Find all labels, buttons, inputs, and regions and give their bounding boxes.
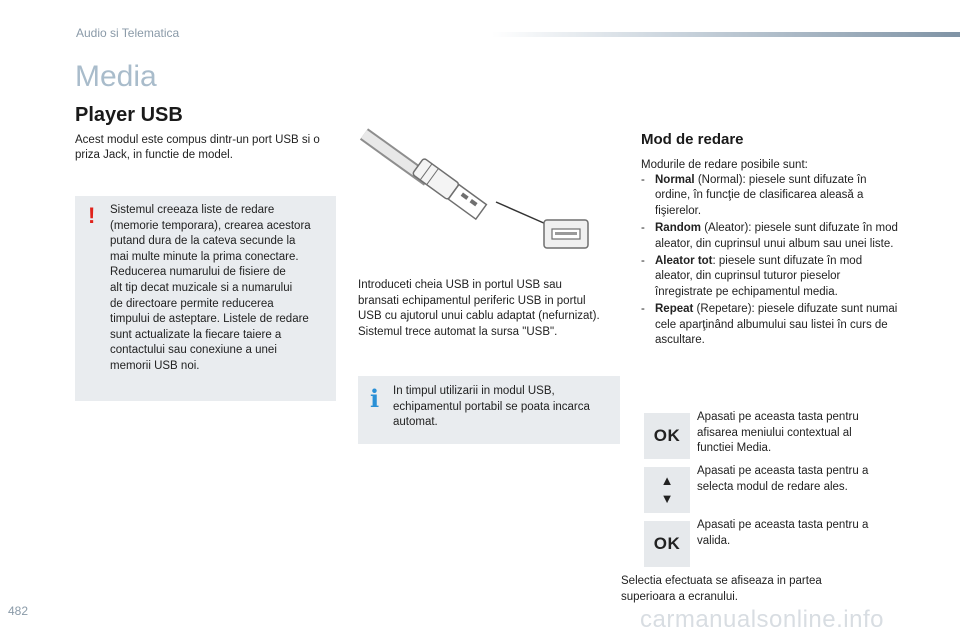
warning-line: de directoare permite reducerea — [110, 297, 274, 310]
footer-line: superioara a ecranului. — [621, 590, 738, 603]
mode-name: Repeat — [655, 303, 694, 316]
warning-line: putand dura de la cateva secunde la — [110, 235, 296, 248]
warning-icon: ! — [88, 203, 96, 228]
warning-line: mai multe minute la prima conectare. — [110, 250, 299, 263]
usb-line: bransati echipamentul periferic USB in portul — [358, 294, 586, 307]
warning-line: contactului sau conexiune a unei — [110, 344, 277, 357]
info-text — [393, 384, 615, 431]
list-item — [641, 221, 901, 252]
info-icon: i — [370, 384, 380, 413]
mode-name: Aleator tot — [655, 255, 713, 268]
mode-title: Mod de redare — [641, 131, 744, 148]
usb-line: Introduceti cheia USB in portul USB sau — [358, 279, 562, 291]
list-dash: - — [641, 222, 645, 235]
description-line: selecta modul de redare ales. — [697, 480, 848, 493]
mode-desc: : piesele sunt difuzate în mod aleator, din cuprinsul tuturor pieselor înregistrate pe echipamentul media. — [655, 255, 863, 298]
arrow-keys-description — [697, 464, 897, 495]
section-title: Player USB — [75, 104, 183, 126]
header-rule — [492, 32, 960, 37]
mode-intro: Modurile de redare posibile sunt: — [641, 159, 808, 171]
warning-line: (memorie temporara), crearea acestora — [110, 219, 311, 232]
arrow-down-icon: ▼ — [660, 491, 674, 506]
info-line: automat. — [393, 416, 438, 429]
description-line: Apasati pe aceasta tasta pentru a — [697, 465, 869, 477]
warning-line: timpului de asteptare. Listele de redare — [110, 313, 309, 326]
footer-note — [621, 574, 881, 605]
footer-line: Selectia efectuata se afiseaza in partea — [621, 575, 822, 587]
ok-menu-description — [697, 410, 897, 457]
ok-button-menu — [644, 413, 690, 459]
header-section-title: Audio si Telematica — [76, 26, 180, 40]
ok-button-label: OK — [653, 534, 681, 553]
warning-line: sunt actualizate la fiecare taiere a — [110, 328, 282, 341]
arrow-stack — [661, 472, 674, 508]
warning-line: Sistemul creeaza liste de redare — [110, 204, 275, 216]
usb-connect-text — [358, 278, 623, 340]
warning-text — [110, 203, 330, 375]
mode-desc: (Aleator): piesele sunt difuzate în mod aleator, din cuprinsul unui album sau unei liste. — [655, 222, 898, 250]
usb-line: USB cu ajutorul unui cablu adaptat (nefurnizat). — [358, 310, 600, 322]
description-line: Apasati pe aceasta tasta pentru — [697, 411, 859, 423]
intro-text: Acest modul este compus dintr-un port USB si o priza Jack, in functie de model. — [75, 134, 320, 161]
description-line: functiei Media. — [697, 442, 772, 454]
arrow-keys-button — [644, 467, 690, 513]
mode-name: Normal — [655, 174, 695, 186]
info-line: echipamentul portabil se poata incarca — [393, 400, 590, 413]
list-dash: - — [641, 255, 645, 268]
mode-desc: (Repetare): piesele difuzate sunt numai cele aparţinând albumului sau listei în curs de ascultare. — [655, 303, 898, 347]
info-line: In timpul utilizarii in modul USB, — [393, 385, 555, 397]
warning-line: memorii USB noi. — [110, 359, 200, 372]
warning-line: Reducerea numarului de fisiere de — [110, 266, 286, 279]
watermark: carmanualsonline.info — [640, 606, 884, 633]
description-line: afisarea meniului contextual al — [697, 426, 852, 439]
mode-list — [641, 173, 901, 350]
page-title: Media — [75, 60, 157, 93]
ok-button-label: OK — [653, 426, 681, 445]
list-item — [641, 173, 901, 219]
list-dash: - — [641, 303, 645, 316]
list-item — [641, 254, 901, 300]
mode-name: Random — [655, 222, 701, 235]
description-line: valida. — [697, 534, 731, 547]
warning-line: alt tip decat muzicale si a numarului — [110, 281, 293, 294]
description-line: Apasati pe aceasta tasta pentru a — [697, 519, 869, 531]
mode-desc: (Normal): piesele sunt difuzate în ordine, în funcţie de clasificarea aleasă a fişierelor. — [655, 174, 867, 217]
page-number: 482 — [8, 604, 29, 618]
arrow-up-icon: ▲ — [660, 473, 674, 488]
ok-validate-description — [697, 518, 897, 549]
ok-button-validate — [644, 521, 690, 567]
usb-line: Sistemul trece automat la sursa "USB". — [358, 325, 558, 338]
usb-plug-and-port-icon — [356, 128, 596, 252]
list-dash: - — [641, 174, 645, 186]
list-item — [641, 302, 901, 348]
